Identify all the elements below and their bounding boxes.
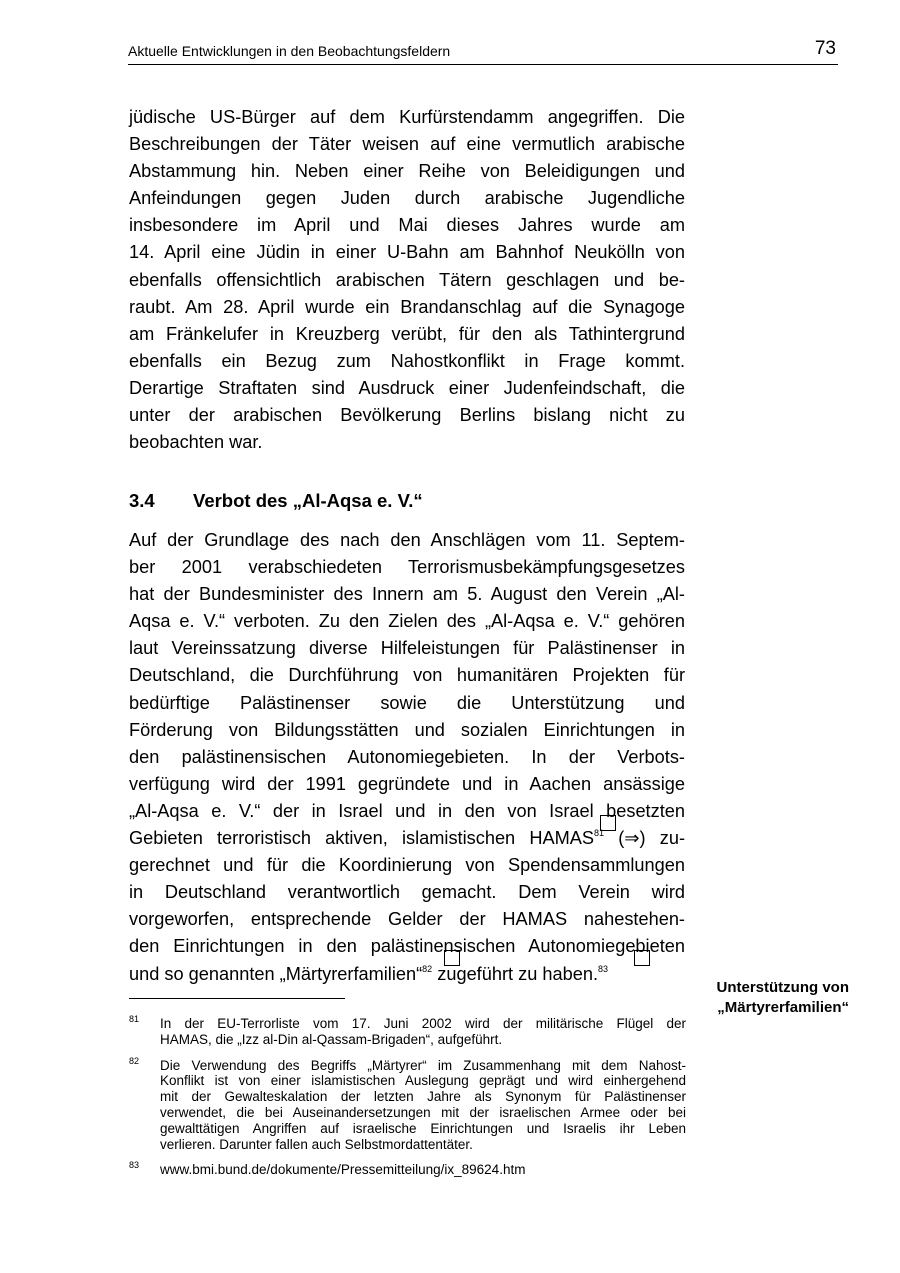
text-line: vorgeworfen, entsprechende Gelder der HAMAS nahestehen- bbox=[129, 909, 685, 930]
footnote-line: In der EU-Terrorliste vom 17. Juni 2002 wird der militärische Flügel der bbox=[160, 1016, 686, 1031]
text-line: insbesondere im April und Mai dieses Jahres wurde am bbox=[129, 215, 685, 236]
page-number: 73 bbox=[814, 38, 836, 59]
text-line: Derartige Straftaten sind Ausdruck einer Judenfeindschaft, die bbox=[129, 377, 685, 398]
footnote-separator bbox=[129, 998, 345, 999]
margin-note-line: „Märtyrerfamilien“ bbox=[717, 999, 849, 1016]
footnote-ref-83[interactable]: 83 bbox=[598, 963, 609, 974]
section-number: 3.4 bbox=[129, 490, 155, 511]
text-line: unter der arabischen Bevölkerung Berlins bislang nicht zu bbox=[129, 405, 685, 426]
text-segment: (⇒) zu- bbox=[604, 828, 685, 849]
text-line: bedürftige Palästinenser sowie die Unterstützung und bbox=[129, 692, 685, 713]
footnote-ref-81[interactable]: 81 bbox=[594, 828, 605, 839]
text-line: den Einrichtungen in den palästinensischen Autonomiegebieten bbox=[129, 936, 685, 957]
text-line: 14. April eine Jüdin in einer U-Bahn am Bahnhof Neukölln von bbox=[129, 242, 685, 263]
footnote-line: Konflikt ist von einer islamistischen Auslegung geprägt und wird einhergehend bbox=[160, 1073, 686, 1089]
text-line: laut Vereinssatzung diverse Hilfeleistungen für Palästinenser in bbox=[129, 638, 685, 659]
footnote-81 bbox=[129, 1016, 686, 1048]
footnote-83 bbox=[129, 1162, 686, 1178]
text-line: in Deutschland verantwortlich gemacht. Dem Verein wird bbox=[129, 882, 685, 903]
text-line: „Al-Aqsa e. V.“ der in Israel und in den von Israel besetzten bbox=[129, 800, 685, 821]
text-line: Förderung von Bildungsstätten und sozialen Einrichtungen in bbox=[129, 719, 685, 740]
text-line: jüdische US-Bürger auf dem Kurfürstendamm angegriffen. Die bbox=[129, 107, 685, 127]
annotation-marker[interactable] bbox=[444, 950, 460, 966]
footnote-line: HAMAS, die „Izz al-Din al-Qassam-Brigaden“, aufgeführt. bbox=[160, 1031, 503, 1047]
text-line: Aqsa e. V.“ verboten. Zu den Zielen des „Al-Aqsa e. V.“ gehören bbox=[129, 611, 685, 632]
text-line: Beschreibungen der Täter weisen auf eine vermutlich arabische bbox=[129, 134, 685, 155]
text-line: gerechnet und für die Koordinierung von Spendensammlungen bbox=[129, 855, 685, 876]
annotation-marker[interactable] bbox=[634, 950, 650, 966]
text-line: Anfeindungen gegen Juden durch arabische Jugendliche bbox=[129, 188, 685, 209]
footnote-number: 82 bbox=[129, 1055, 140, 1066]
text-segment: und so genannten „Märtyrerfamilien“ bbox=[129, 963, 423, 984]
margin-note bbox=[703, 978, 849, 1018]
running-title: Aktuelle Entwicklungen in den Beobachtungsfeldern bbox=[128, 43, 451, 59]
text-line-footnotes-82-83 bbox=[129, 961, 685, 988]
text-line: beobachten war. bbox=[129, 432, 263, 453]
margin-note-line: Unterstützung von bbox=[716, 979, 849, 996]
footnote-number: 83 bbox=[129, 1160, 140, 1171]
paragraph-intro bbox=[129, 104, 685, 456]
text-line: ber 2001 verabschiedeten Terrorismusbekämpfungsgesetzes bbox=[129, 557, 685, 578]
footnote-82 bbox=[129, 1055, 686, 1153]
footnote-line: gewalttätigen Angriffen auf israelische Einrichtungen und Israelis ihr Leben bbox=[160, 1120, 686, 1136]
footnote-line: Die Verwendung des Begriffs „Märtyrer“ im Zusammenhang mit dem Nahost- bbox=[160, 1057, 686, 1073]
page-header bbox=[128, 40, 838, 65]
footnote-line: mit der Gewalteskalation der letzten Jahre als Synonym für Palästinenser bbox=[160, 1089, 686, 1105]
text-line: hat der Bundesminister des Innern am 5. August den Verein „Al- bbox=[129, 584, 685, 605]
text-line: Abstammung hin. Neben einer Reihe von Beleidigungen und bbox=[129, 161, 685, 182]
text-segment: zugeführt zu haben. bbox=[432, 963, 599, 984]
footnote-link[interactable]: www.bmi.bund.de/dokumente/Pressemitteilung/ix_89624.htm bbox=[160, 1162, 526, 1178]
footnote-number: 81 bbox=[129, 1014, 140, 1024]
text-line: raubt. Am 28. April wurde ein Brandanschlag auf die Synagoge bbox=[129, 296, 685, 317]
text-line: Auf der Grundlage des nach den Anschlägen vom 11. Septem- bbox=[129, 530, 685, 550]
text-line: am Fränkelufer in Kreuzberg verübt, für den als Tathintergrund bbox=[129, 323, 685, 344]
footnote-line: verwendet, die bei Auseinandersetzungen mit der israelischen Armee oder bei bbox=[160, 1104, 686, 1120]
text-line: Deutschland, die Durchführung von humanitären Projekten für bbox=[129, 665, 685, 686]
text-line: verfügung wird der 1991 gegründete und in Aachen ansässige bbox=[129, 773, 685, 794]
footnotes bbox=[129, 1016, 686, 1178]
paragraph-al-aqsa bbox=[129, 527, 685, 988]
footnote-line: verlieren. Darunter fallen auch Selbstmordattentäter. bbox=[160, 1136, 473, 1152]
section-heading bbox=[129, 490, 423, 512]
text-line: den palästinensischen Autonomiegebieten. In der Verbots- bbox=[129, 746, 685, 767]
text-segment: Gebieten terroristisch aktiven, islamistischen HAMAS bbox=[129, 828, 595, 849]
text-line: ebenfalls ein Bezug zum Nahostkonflikt in Frage kommt. bbox=[129, 350, 685, 371]
footnote-ref-82[interactable]: 82 bbox=[422, 963, 433, 974]
section-title: Verbot des „Al-Aqsa e. V.“ bbox=[193, 490, 423, 511]
annotation-marker[interactable] bbox=[600, 815, 616, 831]
text-line: ebenfalls offensichtlich arabischen Tätern geschlagen und be- bbox=[129, 269, 685, 290]
